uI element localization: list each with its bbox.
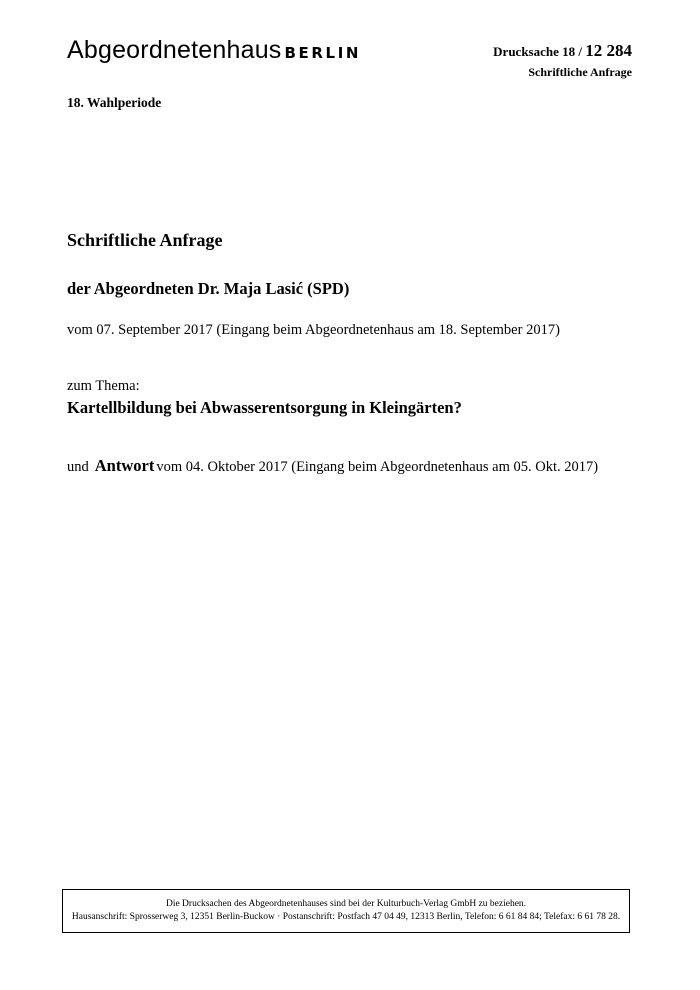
drucksache-label: Drucksache 18 — [493, 44, 576, 59]
answer-dates: vom 04. Oktober 2017 (Eingang beim Abgeordnetenhaus am 05. Okt. 2017) — [156, 459, 599, 475]
submission-dates: vom 07. September 2017 (Eingang beim Abgeordnetenhaus am 18. September 2017) — [67, 322, 560, 338]
answer-label: Antwort — [94, 456, 155, 475]
topic-label: zum Thema: — [67, 378, 140, 394]
document-type: Schriftliche Anfrage — [528, 65, 632, 79]
footer-box — [62, 889, 630, 933]
drucksache-number — [493, 42, 632, 60]
drucksache-value: 12 284 — [585, 41, 632, 60]
author-line: der Abgeordneten Dr. Maja Lasić (SPD) — [67, 279, 350, 298]
topic-title: Kartellbildung bei Abwasserentsorgung in Kleingärten? — [67, 398, 462, 417]
footer-distribution-note: Die Drucksachen des Abgeordnetenhauses sind bei der Kulturbuch-Verlag GmbH zu beziehen. — [165, 899, 527, 910]
logo-city: BERLIN — [284, 44, 362, 62]
answer-line — [67, 458, 598, 475]
footer-address: Hausanschrift: Sprosserweg 3, 12351 Berlin-Buckow · Postanschrift: Postfach 47 04 49, 12313 Berlin, Telefon: 6 61 84 84; Telefax: 6 61 78 28. — [71, 912, 621, 922]
answer-prefix: und — [67, 459, 89, 475]
drucksache-separator: / — [575, 44, 586, 59]
logo-wordmark: Abgeordnetenhaus — [67, 36, 282, 64]
page-title: Schriftliche Anfrage — [67, 230, 223, 250]
parliament-logo — [67, 38, 361, 63]
legislative-period: 18. Wahlperiode — [67, 95, 162, 110]
